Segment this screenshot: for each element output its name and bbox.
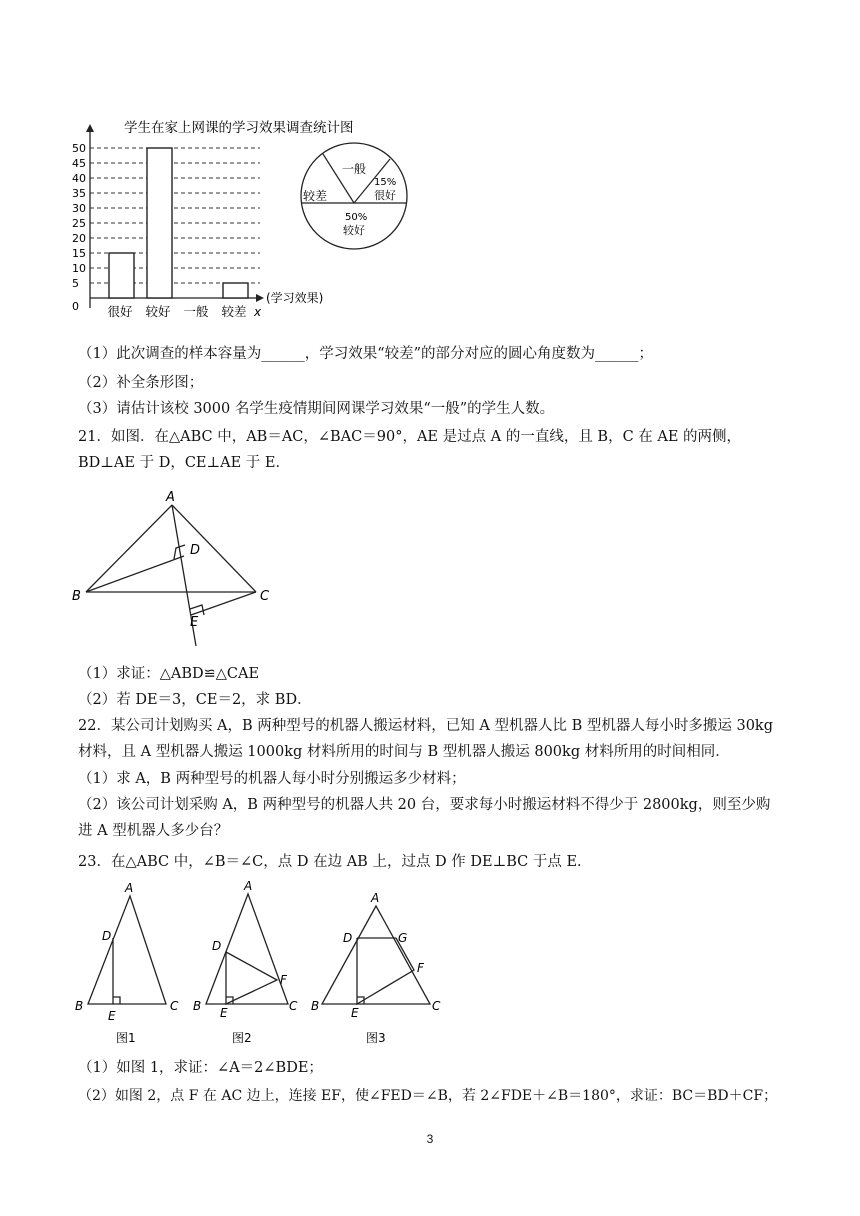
y-tick-label: 30 bbox=[72, 202, 86, 215]
q20-part3: （3）请估计该校 3000 名学生疫情期间网课学习效果“一般”的学生人数。 bbox=[78, 401, 555, 417]
x-axis-arrow bbox=[256, 294, 264, 302]
svg-text:B: B bbox=[311, 999, 320, 1013]
svg-text:F: F bbox=[280, 973, 287, 987]
y-tick-label: 15 bbox=[72, 247, 86, 260]
x-category-label: 较好 bbox=[145, 304, 171, 319]
label-D: D bbox=[190, 543, 201, 558]
q23-figures bbox=[70, 880, 460, 1050]
pie-label-jiaohao: 较好 bbox=[343, 224, 365, 237]
q23-part1: （1）如图 1，求证：∠A＝2∠BDE； bbox=[78, 1060, 323, 1076]
pie-percent-jiaohao: 50% bbox=[345, 212, 368, 223]
x-axis-label: (学习效果) bbox=[266, 291, 324, 305]
bar-3 bbox=[223, 283, 248, 298]
pie-label-yiban: 一般 bbox=[342, 162, 367, 176]
svg-text:C: C bbox=[289, 999, 298, 1013]
q23-part2: （2）如图 2，点 F 在 AC 边上，连接 EF，使∠FED＝∠B，若 2∠FDE＋∠B＝180°，求证：BC＝BD＋CF； bbox=[78, 1088, 778, 1104]
page-number: 3 bbox=[426, 1132, 434, 1146]
fig3-caption: 图3 bbox=[366, 1031, 386, 1045]
svg-text:B: B bbox=[75, 999, 84, 1013]
fig1-caption: 图1 bbox=[116, 1031, 136, 1045]
q21-stem: 21．如图．在△ABC 中，AB＝AC，∠BAC＝90°，AE 是过点 A 的一直线，且 B，C 在 AE 的两侧，BD⊥AE 于 D，CE⊥AE 于 E． bbox=[78, 429, 742, 471]
x-category-label: 一般 bbox=[183, 304, 209, 319]
x-axis-var: x bbox=[254, 305, 262, 319]
bar-1 bbox=[147, 148, 172, 298]
svg-text:C: C bbox=[432, 999, 441, 1013]
y-tick-label: 10 bbox=[72, 262, 86, 275]
svg-text:F: F bbox=[417, 961, 424, 975]
pie-label-jiaocha: 较差 bbox=[303, 189, 328, 203]
label-A: A bbox=[166, 490, 175, 505]
y-tick-label: 5 bbox=[72, 277, 79, 290]
q20-part2: （2）补全条形图； bbox=[78, 375, 204, 391]
x-category-label: 较差 bbox=[221, 304, 247, 319]
svg-text:D: D bbox=[212, 939, 222, 953]
y-tick-label: 50 bbox=[72, 142, 86, 155]
q22-part2: （2）该公司计划采购 A，B 两种型号的机器人共 20 台，要求每小时搬运材料不得少于 2800kg，则至少购进 A 型机器人多少台？ bbox=[78, 797, 771, 839]
y-tick-label: 35 bbox=[72, 187, 86, 200]
y-tick-label: 25 bbox=[72, 217, 86, 230]
pie-chart bbox=[298, 140, 410, 252]
y-tick-label: 0 bbox=[72, 300, 79, 313]
bar-0 bbox=[109, 253, 134, 298]
fig2-caption: 图2 bbox=[232, 1031, 252, 1045]
y-tick-label: 40 bbox=[72, 172, 86, 185]
svg-text:A: A bbox=[244, 880, 253, 893]
q21-figure bbox=[66, 486, 296, 658]
label-E: E bbox=[190, 615, 199, 630]
q22-stem: 22．某公司计划购买 A，B 两种型号的机器人搬运材料，已知 A 型机器人比 B 型机器人每小时多搬运 30kg 材料，且 A 型机器人搬运 1000kg 材料所用的时间与 B 型机器人搬运 800kg 材料所用的时间相同． bbox=[78, 718, 773, 760]
y-tick-label: 45 bbox=[72, 157, 86, 170]
svg-text:E: E bbox=[220, 1006, 228, 1020]
pie-label-henhao: 很好 bbox=[374, 189, 396, 202]
q23-stem: 23．在△ABC 中，∠B＝∠C，点 D 在边 AB 上，过点 D 作 DE⊥BC 于点 E． bbox=[78, 854, 592, 870]
svg-text:B: B bbox=[193, 999, 202, 1013]
svg-text:D: D bbox=[102, 929, 112, 943]
svg-text:A: A bbox=[125, 881, 134, 895]
chart-title: 学生在家上网课的学习效果调查统计图 bbox=[124, 120, 354, 136]
svg-text:D: D bbox=[343, 931, 353, 945]
q21-part2: （2）若 DE＝3，CE＝2，求 BD． bbox=[78, 692, 312, 708]
pie-percent-henhao: 15% bbox=[374, 177, 397, 188]
svg-text:E: E bbox=[108, 1009, 116, 1023]
y-tick-label: 20 bbox=[72, 232, 86, 245]
svg-text:G: G bbox=[398, 931, 408, 945]
q22-part1: （1）求 A，B 两种型号的机器人每小时分别搬运多少材料； bbox=[78, 771, 466, 787]
svg-text:A: A bbox=[371, 891, 380, 905]
svg-text:E: E bbox=[351, 1006, 359, 1020]
label-C: C bbox=[260, 589, 270, 604]
q20-part1: （1）此次调查的样本容量为______，学习效果“较差”的部分对应的圆心角度数为______； bbox=[78, 346, 654, 362]
label-B: B bbox=[72, 589, 81, 604]
q21-part1: （1）求证：△ABD≌△CAE bbox=[78, 666, 260, 682]
x-category-label: 很好 bbox=[107, 304, 133, 319]
svg-text:C: C bbox=[170, 999, 179, 1013]
y-axis-arrow bbox=[86, 124, 94, 132]
